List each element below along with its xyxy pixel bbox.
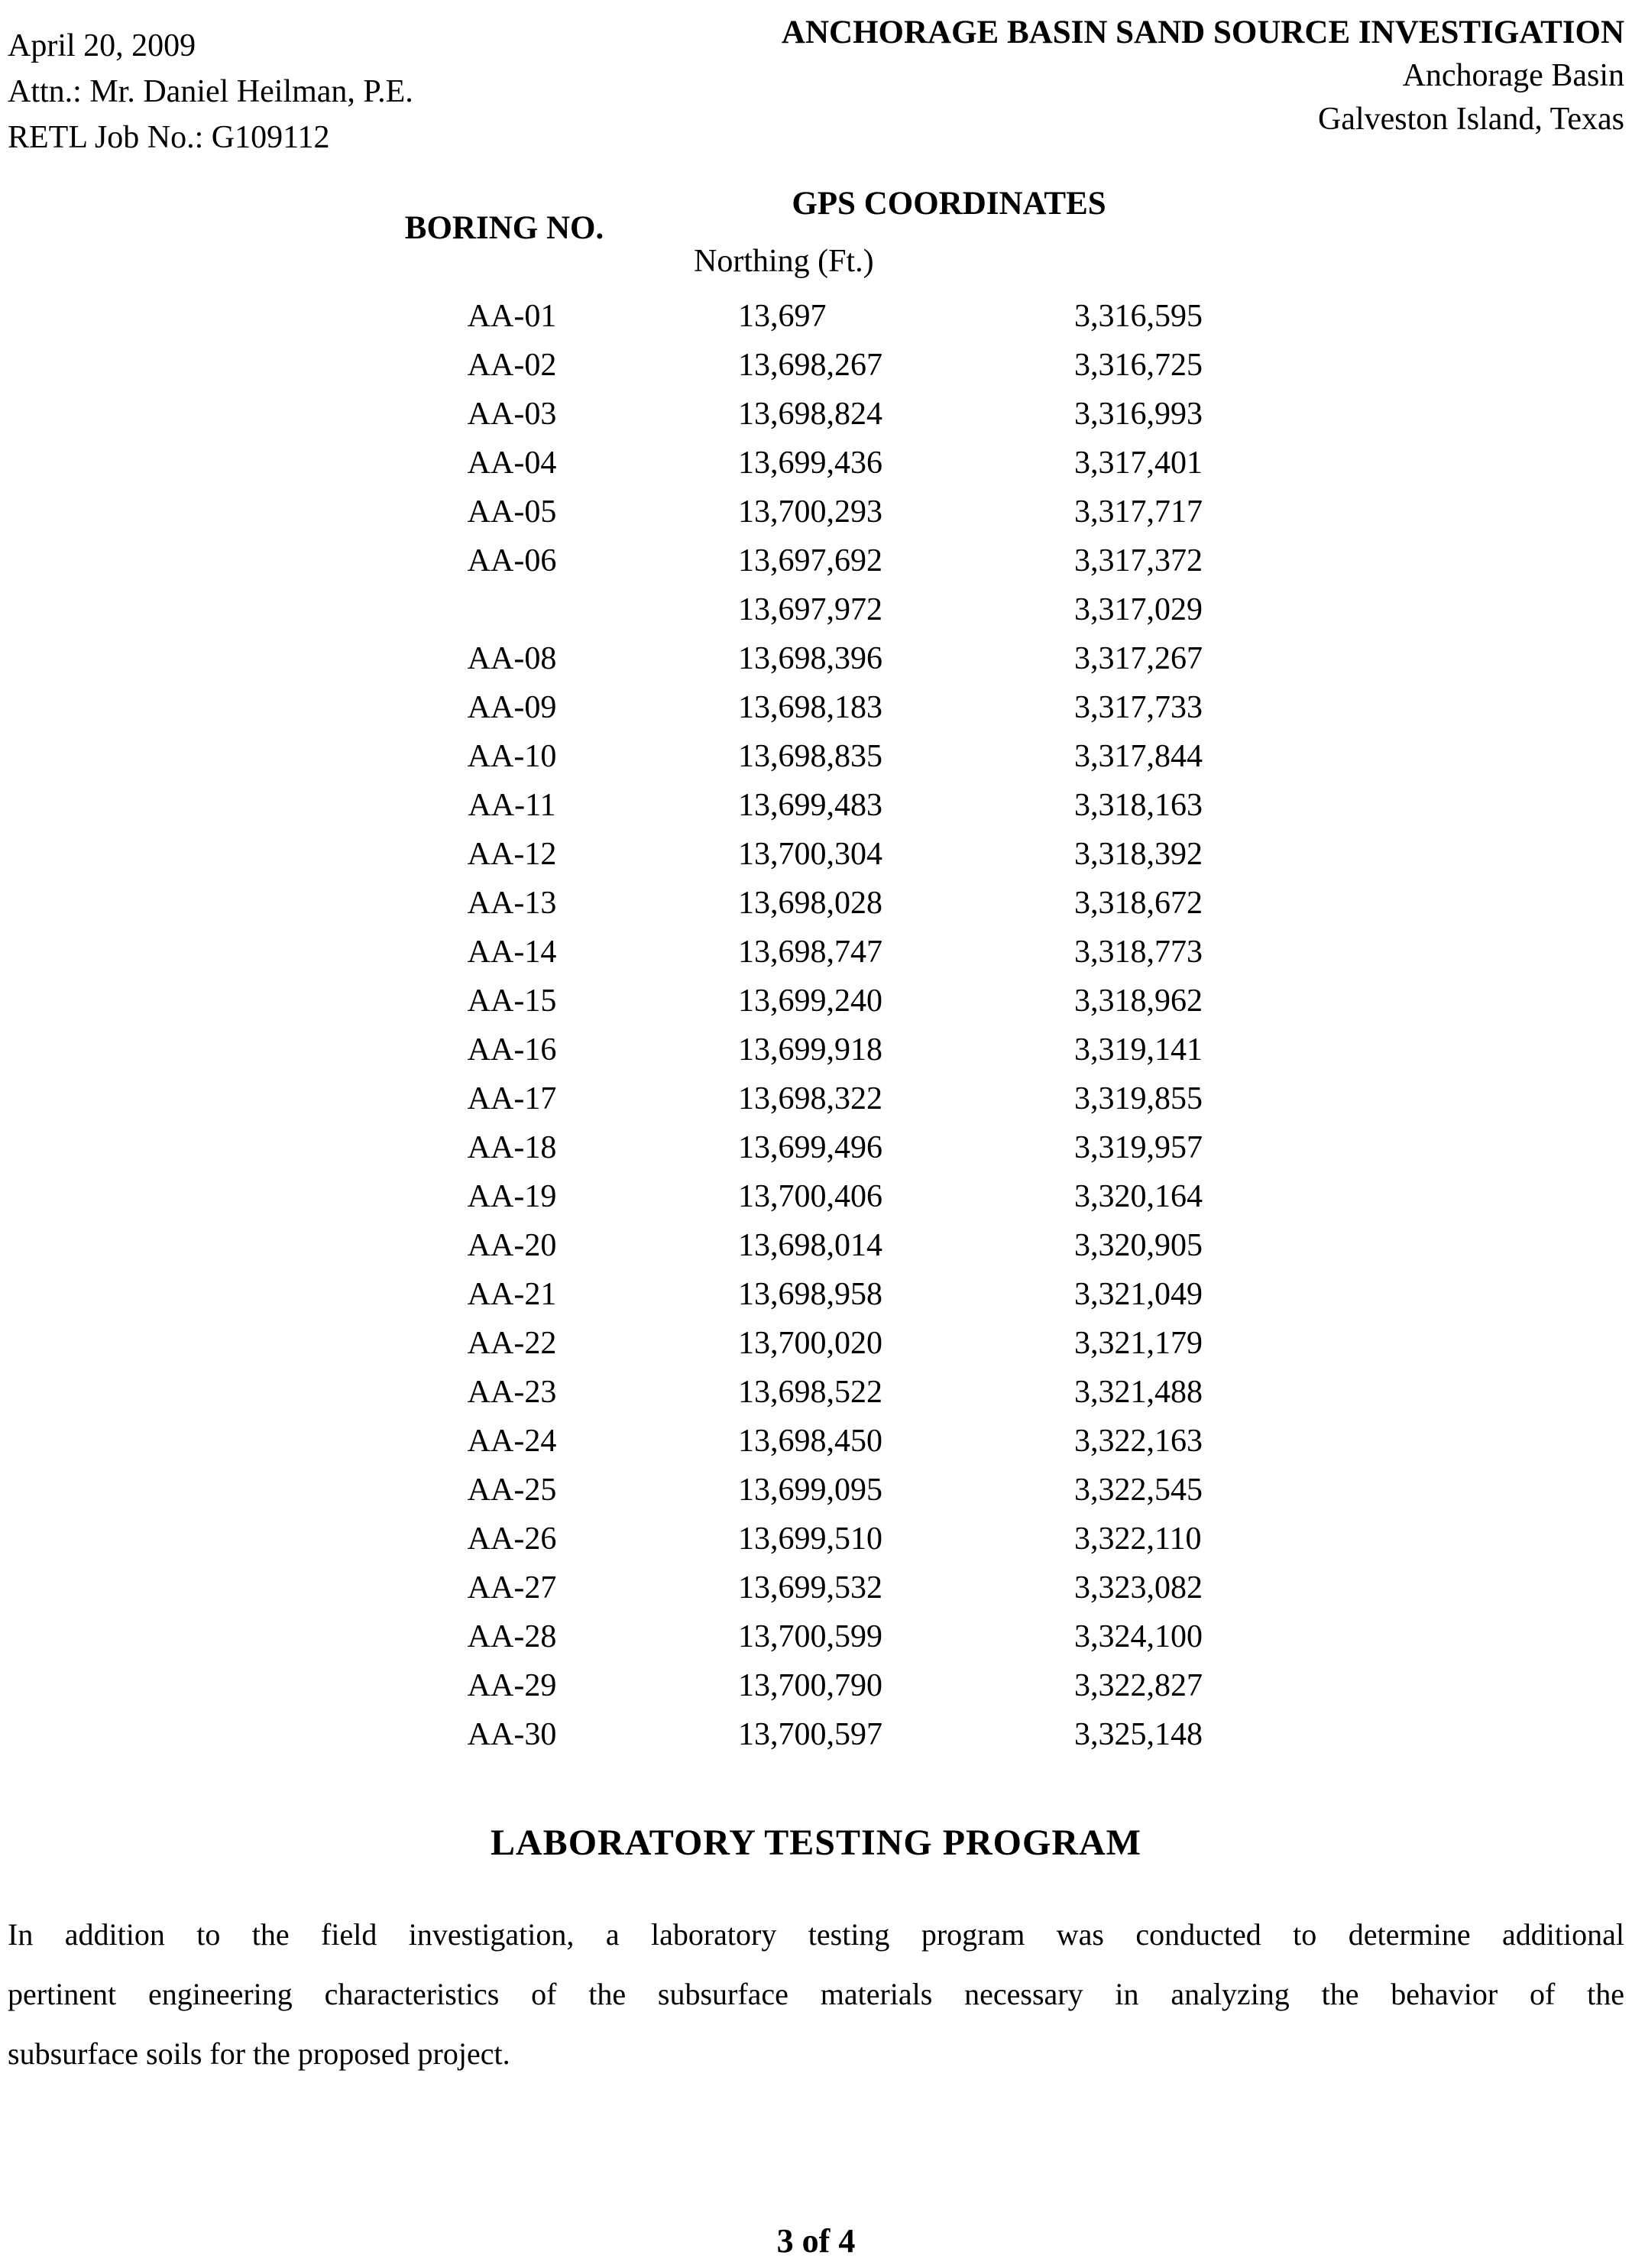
northing-cell: 13,697,692	[738, 543, 882, 578]
boring-no-cell: AA-21	[467, 1277, 557, 1312]
northing-cell: 13,698,322	[738, 1081, 882, 1116]
boring-no-cell: AA-09	[467, 690, 557, 725]
northing-cell: 13,699,483	[738, 788, 882, 823]
northing-cell: 13,698,958	[738, 1277, 882, 1312]
table-body	[0, 292, 1632, 1759]
boring-no-cell: AA-16	[467, 1032, 557, 1068]
northing-column-header: Northing (Ft.)	[694, 244, 874, 279]
letter-header	[0, 0, 1632, 165]
northing-cell: 13,699,918	[738, 1032, 882, 1068]
northing-cell: 13,699,095	[738, 1473, 882, 1508]
table-row	[0, 1074, 1632, 1123]
table-row	[0, 781, 1632, 830]
northing-cell: 13,697,972	[738, 592, 882, 627]
boring-no-cell: AA-23	[467, 1375, 557, 1410]
table-row	[0, 1368, 1632, 1417]
table-row	[0, 928, 1632, 977]
boring-no-cell: AA-10	[467, 739, 557, 774]
boring-no-column-header: BORING NO.	[404, 210, 604, 246]
northing-cell: 13,700,020	[738, 1326, 882, 1361]
boring-no-cell: AA-14	[467, 935, 557, 970]
gps-coordinates-table	[0, 165, 1632, 1759]
boring-no-cell: AA-04	[467, 446, 557, 481]
northing-cell: 13,698,522	[738, 1375, 882, 1410]
table-row	[0, 439, 1632, 488]
table-row	[0, 1270, 1632, 1319]
boring-no-cell: AA-18	[467, 1130, 557, 1165]
boring-no-cell: AA-24	[467, 1424, 557, 1459]
northing-cell: 13,699,532	[738, 1570, 882, 1605]
northing-cell: 13,698,183	[738, 690, 882, 725]
report-subtitle-basin: Anchorage Basin	[1402, 58, 1624, 93]
table-row	[0, 536, 1632, 585]
boring-no-cell: AA-26	[467, 1521, 557, 1557]
easting-cell: 3,318,163	[1074, 788, 1203, 823]
boring-no-cell: AA-30	[467, 1717, 557, 1752]
page-number: 3 of 4	[776, 2222, 856, 2260]
boring-no-cell: AA-12	[467, 837, 557, 872]
section-title: LABORATORY TESTING PROGRAM	[491, 1823, 1141, 1863]
report-subtitle-location: Galveston Island, Texas	[1317, 102, 1624, 137]
northing-cell: 13,698,014	[738, 1228, 882, 1263]
report-title-block	[782, 11, 1624, 141]
paragraph-line: pertinent engineering characteristics of the subsurface materials necessary in analyzing the behavior of the	[8, 1977, 1624, 2011]
table-row	[0, 1661, 1632, 1710]
boring-no-cell: AA-13	[467, 886, 557, 921]
easting-cell: 3,317,029	[1074, 592, 1203, 627]
boring-no-cell: AA-05	[467, 494, 557, 530]
northing-cell: 13,700,597	[738, 1717, 882, 1752]
table-row	[0, 732, 1632, 781]
northing-cell: 13,700,599	[738, 1619, 882, 1654]
northing-cell: 13,698,450	[738, 1424, 882, 1459]
easting-cell: 3,325,148	[1074, 1717, 1203, 1752]
boring-no-cell: AA-28	[467, 1619, 557, 1654]
table-header	[0, 165, 1632, 292]
table-row	[0, 977, 1632, 1025]
northing-cell: 13,698,028	[738, 886, 882, 921]
easting-cell: 3,321,179	[1074, 1326, 1203, 1361]
boring-no-cell: AA-29	[467, 1668, 557, 1703]
paragraph-line: In addition to the field investigation, a laboratory testing program was conducted to determine additional	[8, 1917, 1624, 1952]
easting-cell: 3,324,100	[1074, 1619, 1203, 1654]
body-paragraph	[0, 1905, 1632, 2084]
easting-cell: 3,322,110	[1074, 1521, 1202, 1557]
northing-cell: 13,700,406	[738, 1179, 882, 1214]
paragraph-line: subsurface soils for the proposed project.	[8, 2036, 510, 2071]
table-row	[0, 585, 1632, 634]
easting-cell: 3,317,267	[1074, 641, 1203, 676]
easting-cell: 3,320,164	[1074, 1179, 1203, 1214]
easting-cell: 3,318,962	[1074, 983, 1203, 1019]
easting-cell: 3,317,372	[1074, 543, 1203, 578]
easting-cell: 3,323,082	[1074, 1570, 1203, 1605]
table-row	[0, 341, 1632, 390]
letter-attn: Attn.: Mr. Daniel Heilman, P.E.	[8, 74, 413, 109]
easting-cell: 3,319,957	[1074, 1130, 1203, 1165]
boring-no-cell: AA-20	[467, 1228, 557, 1263]
table-row	[0, 1612, 1632, 1661]
table-row	[0, 1172, 1632, 1221]
table-row	[0, 390, 1632, 439]
letter-date: April 20, 2009	[8, 28, 196, 63]
easting-cell: 3,322,163	[1074, 1424, 1203, 1459]
table-row	[0, 879, 1632, 928]
northing-cell: 13,699,496	[738, 1130, 882, 1165]
table-row	[0, 488, 1632, 536]
table-row	[0, 292, 1632, 341]
table-row	[0, 1466, 1632, 1515]
table-row	[0, 1319, 1632, 1368]
table-row	[0, 1123, 1632, 1172]
table-row	[0, 1025, 1632, 1074]
easting-cell: 3,320,905	[1074, 1228, 1203, 1263]
boring-no-cell: AA-03	[467, 397, 557, 432]
northing-cell: 13,697	[738, 299, 827, 334]
table-row	[0, 1563, 1632, 1612]
northing-cell: 13,699,510	[738, 1521, 882, 1557]
easting-cell: 3,321,488	[1074, 1375, 1203, 1410]
boring-no-cell: AA-25	[467, 1473, 557, 1508]
northing-cell: 13,699,436	[738, 446, 882, 481]
easting-cell: 3,317,844	[1074, 739, 1203, 774]
boring-no-cell: AA-01	[467, 299, 557, 334]
northing-cell: 13,699,240	[738, 983, 882, 1019]
boring-no-cell: AA-22	[467, 1326, 557, 1361]
table-row	[0, 830, 1632, 879]
easting-cell: 3,318,672	[1074, 886, 1203, 921]
easting-cell: 3,316,725	[1074, 348, 1203, 383]
report-title: ANCHORAGE BASIN SAND SOURCE INVESTIGATION	[781, 15, 1624, 50]
table-row	[0, 1710, 1632, 1759]
table-row	[0, 634, 1632, 683]
easting-cell: 3,316,595	[1074, 299, 1203, 334]
northing-cell: 13,698,824	[738, 397, 882, 432]
northing-cell: 13,700,304	[738, 837, 882, 872]
boring-no-cell: AA-11	[468, 788, 556, 823]
gps-coordinates-column-group-header: GPS COORDINATES	[792, 186, 1106, 222]
table-row	[0, 1221, 1632, 1270]
northing-cell: 13,700,790	[738, 1668, 882, 1703]
easting-cell: 3,319,855	[1074, 1081, 1203, 1116]
table-row	[0, 1515, 1632, 1563]
northing-cell: 13,698,747	[738, 935, 882, 970]
boring-no-cell: AA-06	[467, 543, 557, 578]
easting-cell: 3,317,717	[1074, 494, 1203, 530]
easting-cell: 3,318,392	[1074, 837, 1203, 872]
easting-cell: 3,322,545	[1074, 1473, 1203, 1508]
easting-cell: 3,319,141	[1074, 1032, 1203, 1068]
boring-no-cell: AA-19	[467, 1179, 557, 1214]
easting-cell: 3,322,827	[1074, 1668, 1203, 1703]
boring-no-cell: AA-02	[467, 348, 557, 383]
northing-cell: 13,700,293	[738, 494, 882, 530]
table-row	[0, 1417, 1632, 1466]
easting-cell: 3,316,993	[1074, 397, 1203, 432]
letter-meta-block	[8, 23, 413, 160]
boring-no-cell: AA-17	[467, 1081, 557, 1116]
table-row	[0, 683, 1632, 732]
easting-cell: 3,318,773	[1074, 935, 1203, 970]
letter-job-number: RETL Job No.: G109112	[8, 120, 330, 155]
northing-cell: 13,698,396	[738, 641, 882, 676]
easting-cell: 3,317,401	[1074, 446, 1203, 481]
boring-no-cell: AA-27	[467, 1570, 557, 1605]
boring-no-cell: AA-08	[467, 641, 557, 676]
easting-cell: 3,321,049	[1074, 1277, 1203, 1312]
boring-no-cell: AA-15	[467, 983, 557, 1019]
northing-cell: 13,698,267	[738, 348, 882, 383]
northing-cell: 13,698,835	[738, 739, 882, 774]
easting-cell: 3,317,733	[1074, 690, 1203, 725]
